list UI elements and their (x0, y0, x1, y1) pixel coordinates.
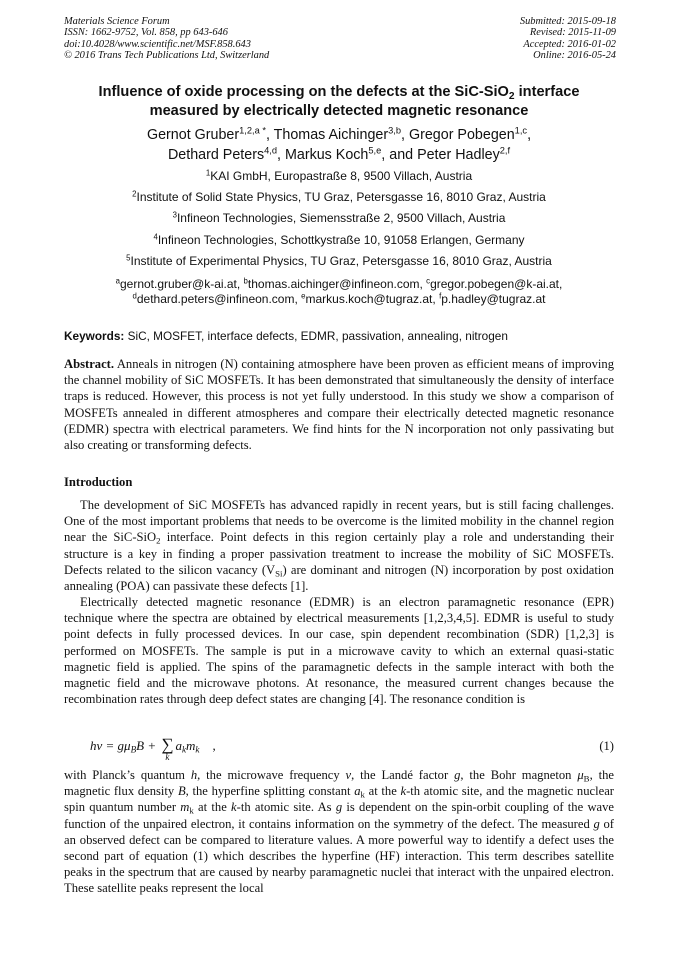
summation-symbol: ∑ k (161, 735, 174, 762)
online-date: Online: 2016-05-24 (533, 49, 616, 61)
paper-title: Influence of oxide processing on the defects at the SiC-SiO$_2$ interface measured by electrically detected magnetic resonance (98, 84, 580, 119)
submitted-date: Submitted: 2015-09-18 (519, 16, 616, 27)
intro-paragraph-2: Electrically detected magnetic resonance (EDMR) is an electron paramagnetic resonance (EPR) technique where the spectra are obtained by electrical measurements [1,2,3,4,5]. EDMR is useful to study point defects in fully processed devices. In our case, spin dependent recombination (SDR) [1,2,3] is performed on MOSFETs. The sample is put in a microwave cavity to which an external quasi-static magnetic field is applied. The spins of the paramagnetic defects in the sample interact with both the magnetic field and the microwave photons. At resonance, the measured current changes because the recombination rates through deep defect states are changing [4]. The resonance condition is (64, 595, 614, 707)
affiliation-5: $^5$Institute of Experimental Physics, TU Graz, Petersgasse 16, 8010 Graz, Austria (126, 253, 552, 268)
keywords: Keywords: SiC, MOSFET, interface defects, EDMR, passivation, annealing, nitrogen (64, 329, 508, 343)
accepted-date: Accepted: 2016-01-02 (523, 38, 616, 50)
equation-number: (1) (599, 739, 614, 753)
affiliation-4: $^4$Infineon Technologies, Schottkystraße 10, 91058 Erlangen, Germany (153, 232, 525, 247)
section-heading-introduction: Introduction (64, 475, 133, 489)
email-list: $^a$gernot.gruber@k-ai.at, $^b$thomas.aichinger@infineon.com, $^c$gregor.pobegen@k-ai.at, $^d$dethard.peters@infineon.com, $^e$markus.koch@tugraz.at, $^f$p.hadley@tugraz.at (115, 276, 563, 306)
author-list: Gernot Gruber$^{1,2,a *}$, Thomas Aichinger$^{3,b}$, Gregor Pobegen$^{1,c}$, Dethard Peters$^{4,d}$, Markus Koch$^{5,e}$, and Peter Hadley$^{2,f}$ (146, 125, 532, 163)
affiliation-2: $^2$Institute of Solid State Physics, TU Graz, Petersgasse 16, 8010 Graz, Austria (132, 189, 546, 204)
equation-1: $h\nu = g\mu_BB$ + ∑ k $a_km_k$ , (90, 735, 216, 762)
revised-date: Revised: 2015-11-09 (529, 27, 616, 39)
issn-line: ISSN: 1662-9752, Vol. 858, pp 643-646 (64, 27, 228, 39)
copyright-line: © 2016 Trans Tech Publications Ltd, Switzerland (64, 49, 270, 61)
affiliation-1: $^1$KAI GmbH, Europastraße 8, 9500 Villach, Austria (205, 168, 473, 183)
abstract: Abstract. Anneals in nitrogen (N) containing atmosphere have been proven as efficient means of improving the channel mobility of SiC MOSFETs. It has been demonstrated that simultaneously the density of interface traps is reduced. However, this process is not yet fully understood. In this study we show a comparison of MOSFETs annealed in different atmospheres and compare their electrically detected magnetic resonance (EDMR) spectra with electrical parameters. We find hints for the N incorporation not only passivating but also creating or transforming defects. (64, 357, 614, 453)
intro-paragraph-3: with Planck’s quantum h, the microwave frequency ν, the Landé factor g, the Bohr magneton $\mu_B$, the magnetic flux density B, the hyperfine splitting constant $a_k$ at the k-th atomic site, and the magnetic nuclear spin quantum number $m_k$ at the k-th atomic site. As g is dependent on the spin-orbit coupling of the wave function of the unpaired electron, it contains information on the symmetry of the defect. The measured g of an observed defect can be compared to literature values. A more powerful way to identify a defect uses the second part of equation (1) which describes the hyperfine (HF) interaction. This term describes satellite peaks in the spectrum that are caused by nearby paramagnetic nuclei that interact with the unpaired electron. These satellite peaks represent the local (64, 768, 615, 896)
journal-name: Materials Science Forum (64, 16, 170, 27)
journal-header-left (64, 16, 269, 61)
journal-header-right (520, 16, 616, 61)
abstract-label: Abstract. (64, 357, 115, 371)
intro-paragraph-1: The development of SiC MOSFETs has advanced rapidly in recent years, but is still facing challenges. One of the most important problems that needs to be overcome is the limited mobility in the channel region near the SiC-SiO$_2$ interface. Point defects in this region certainly play a role and understanding their structure is a key in finding a proper passivation treatment to increase the mobility of SiC MOSFETs. Defects related to the silicon vacancy $(V_{Si})$ are dominant and nitrogen (N) incorporation by post oxidation annealing (POA) can passivate these defects [1]. (64, 498, 614, 594)
doi-line: doi:10.4028/www.scientific.net/MSF.858.643 (64, 38, 251, 50)
affiliation-3: $^3$Infineon Technologies, Siemensstraße 2, 9500 Villach, Austria (172, 210, 506, 225)
keywords-label: Keywords: (64, 329, 125, 343)
